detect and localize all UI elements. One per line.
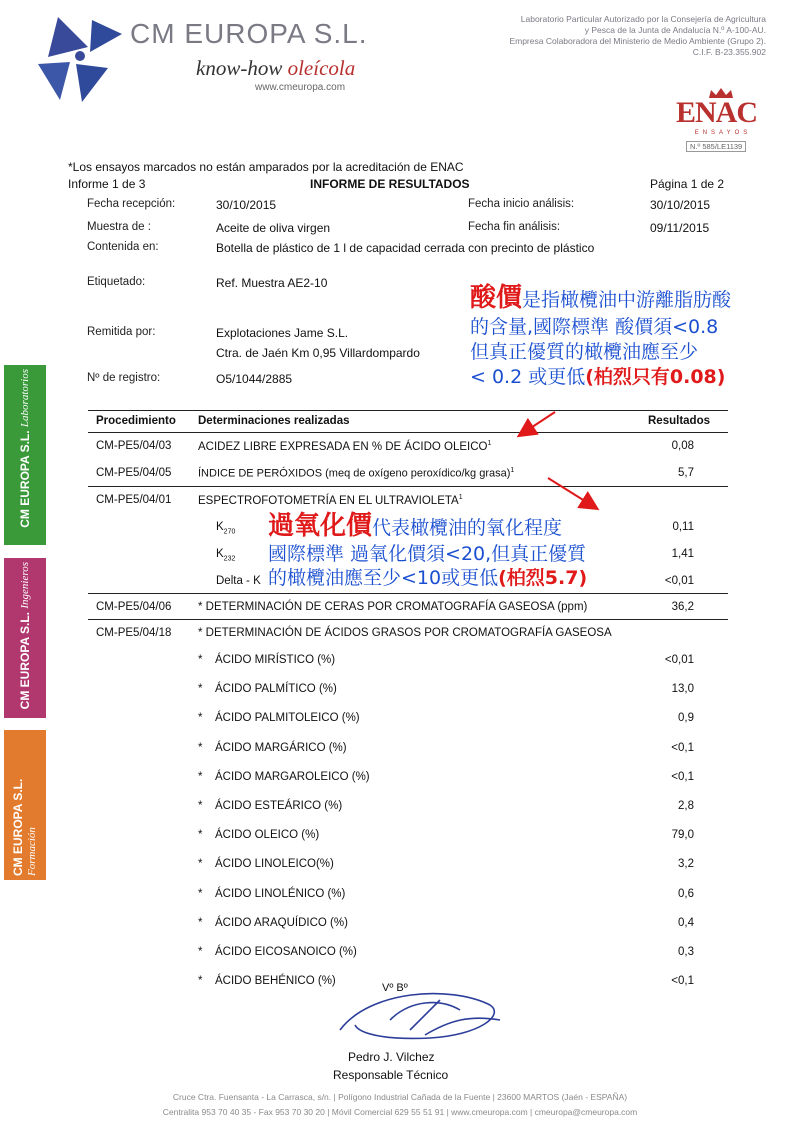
annotation-acid-value: [470, 283, 732, 390]
fatty-acid-result: 13,0: [671, 683, 694, 695]
fatty-acid-result: 0,9: [678, 712, 694, 724]
sidetab-laboratorios: [4, 365, 46, 545]
result-deltak: <0,01: [664, 575, 694, 587]
contenida-value: Botella de plástico de 1 l de capacidad cerrada con precinto de plástico: [216, 241, 595, 255]
lab-accreditation: [436, 14, 766, 58]
fatty-acid-name: ÁCIDO LINOLEICO(%): [215, 858, 334, 870]
annotation-title: 酸價: [470, 283, 523, 313]
sidetab-ingenieros: [4, 558, 46, 718]
k232-label: $K_{232}$: [216, 548, 236, 563]
signer-name: Pedro J. Vilchez: [348, 1050, 435, 1064]
enac-seal: [672, 86, 772, 152]
sidetab-sub: Ingenieros: [19, 562, 31, 609]
website: www.cmeuropa.com: [255, 82, 346, 93]
sidetab-formacion: [4, 730, 46, 880]
deltak-label: Delta - K: [216, 575, 261, 587]
star-marker: *: [198, 742, 203, 754]
table-top-rule: [88, 410, 728, 411]
contenida-label: Contenida en:: [87, 241, 159, 253]
table-row-proc: CM-PE5/04/03: [96, 440, 172, 452]
result-peroxidos: 5,7: [678, 467, 694, 479]
sidetab-title: CM EUROPA S.L.: [18, 430, 32, 528]
fatty-acid-result: <0,01: [664, 654, 694, 666]
star-marker: *: [198, 654, 203, 666]
fatty-acid-result: 3,2: [678, 858, 694, 870]
result-ceras: 36,2: [671, 601, 694, 613]
star-marker: *: [198, 975, 203, 987]
fatty-acid-name: ÁCIDO MIRÍSTICO (%): [215, 654, 336, 666]
ceras-det: * DETERMINACIÓN DE CERAS POR CROMATOGRAFÍA GASEOSA (ppm): [198, 601, 588, 613]
lab-line: C.I.F. B-23.355.902: [692, 47, 766, 57]
annotation-highlight: (柏烈5.7): [498, 567, 588, 589]
sidetab-sub: Formación: [26, 827, 38, 876]
fatty-acid-result: <0,1: [671, 975, 694, 987]
annotation-line: 是指橄欖油中游離脂肪酸: [522, 289, 732, 311]
fatty-acid-result: <0,1: [671, 742, 694, 754]
enac-number: N.º 585/LE1139: [686, 141, 746, 152]
lab-line: Empresa Colaboradora del Ministerio de Medio Ambiente (Grupo 2).: [509, 36, 766, 46]
fatty-acid-name: ÁCIDO ARAQUÍDICO (%): [215, 917, 348, 929]
fecha-inicio-value: 30/10/2015: [650, 198, 711, 212]
annotation-title: 過氧化價: [268, 511, 373, 541]
remitida-label: Remitida por:: [87, 326, 156, 338]
fatty-acid-result: 2,8: [678, 800, 694, 812]
fecha-fin-value: 09/11/2015: [650, 221, 710, 235]
registro-label: Nº de registro:: [87, 372, 161, 384]
star-marker: *: [198, 712, 203, 724]
fatty-acid-name: ÁCIDO PALMITOLEICO (%): [215, 712, 360, 724]
sidetab-title: CM EUROPA S.L.: [18, 611, 32, 710]
remitida-value-2: Ctra. de Jaén Km 0,95 Villardompardo: [216, 346, 420, 360]
table-row-det: ACIDEZ LIBRE EXPRESADA EN % DE ÁCIDO OLEICO$^1$: [198, 440, 492, 453]
lab-line: y Pesca de la Junta de Andalucía N.º A-100-AU.: [584, 25, 766, 35]
table-row-proc: CM-PE5/04/18: [96, 627, 172, 639]
fecha-fin-label: Fecha fin análisis:: [468, 221, 561, 233]
result-k270: 0,11: [672, 521, 694, 533]
fatty-acid-name: ÁCIDO BEHÉNICO (%): [215, 975, 336, 987]
arrow-to-peroxidos: [548, 478, 596, 508]
fecha-recepcion-value: 30/10/2015: [216, 198, 277, 212]
annotation-peroxide-value: [268, 511, 588, 590]
star-marker: *: [198, 888, 203, 900]
muestra-label: Muestra de :: [87, 221, 151, 233]
lab-line: Laboratorio Particular Autorizado por la Consejería de Agricultura: [520, 14, 766, 24]
fatty-acid-result: 0,3: [678, 946, 694, 958]
fatty-acid-result: 0,6: [678, 888, 694, 900]
annotation-line: 的橄欖油應至少<10或更低: [268, 567, 499, 589]
table-row-det: ESPECTROFOTOMETRÍA EN EL ULTRAVIOLETA$^1$: [198, 494, 463, 507]
brand-name: CM EUROPA S.L.: [130, 18, 368, 49]
fatty-acid-result: 0,4: [678, 917, 694, 929]
annotation-line: 國際標準 過氧化價須<20,但真正優質: [268, 543, 587, 565]
signer-role: Responsable Técnico: [333, 1068, 449, 1082]
enac-subtitle: ENSAYOS: [694, 130, 752, 136]
fatty-acid-name: ÁCIDO MARGÁRICO (%): [215, 742, 347, 754]
disclaimer: *Los ensayos marcados no están amparados por la acreditación de ENAC: [68, 160, 464, 174]
annotation-line: < 0.2 或更低: [470, 366, 586, 388]
star-marker: *: [198, 858, 203, 870]
acidos-det: * DETERMINACIÓN DE ÁCIDOS GRASOS POR CROMATOGRAFÍA GASEOSA: [198, 627, 612, 639]
header-procedimiento: Procedimiento: [96, 415, 176, 427]
fatty-acid-name: ÁCIDO PALMÍTICO (%): [215, 683, 337, 695]
fatty-acid-name: ÁCIDO MARGAROLEICO (%): [215, 771, 370, 783]
tagline-know: know-how: [196, 56, 283, 80]
remitida-value-1: Explotaciones Jame S.L.: [216, 326, 349, 340]
k270-label: $K_{270}$: [216, 521, 236, 536]
table-row-proc: CM-PE5/04/05: [96, 467, 172, 479]
page-number: Página 1 de 2: [650, 177, 725, 191]
etiquetado-value: Ref. Muestra AE2-10: [216, 276, 328, 290]
annotation-line: 但真正優質的橄欖油應至少: [470, 341, 699, 363]
result-acidez: 0,08: [671, 440, 694, 452]
etiquetado-label: Etiquetado:: [87, 276, 146, 288]
informe-number: Informe 1 de 3: [68, 177, 146, 191]
muestra-value: Aceite de oliva virgen: [216, 221, 331, 235]
enac-logo: ENAC: [676, 96, 758, 129]
fatty-acid-name: ÁCIDO LINOLÉNICO (%): [215, 888, 346, 900]
result-k232: 1,41: [671, 548, 694, 560]
table-header-rule: [88, 432, 728, 433]
row-rule: [88, 486, 728, 487]
star-marker: *: [198, 917, 203, 929]
fatty-acid-result: <0,1: [671, 771, 694, 783]
vobo: Vº Bº: [382, 982, 408, 994]
footer-contact: Centralita 953 70 40 35 - Fax 953 70 30 20 | Móvil Comercial 629 55 51 91 | www.cmeuropa.com | cmeuropa@cmeuropa.com: [162, 1107, 638, 1117]
report-title: INFORME DE RESULTADOS: [310, 177, 470, 191]
star-marker: *: [198, 800, 203, 812]
star-marker: *: [198, 946, 203, 958]
fatty-acid-name: ÁCIDO ESTEÁRICO (%): [215, 800, 343, 812]
star-marker: *: [198, 829, 203, 841]
table-row-det: ÍNDICE DE PERÓXIDOS (meq de oxígeno peroxídico/kg grasa)$^1$: [198, 467, 515, 480]
table-row-proc: CM-PE5/04/06: [96, 601, 172, 613]
row-rule: [88, 593, 728, 594]
sidetab-title: CM EUROPA S.L.: [11, 778, 25, 876]
annotation-line: 代表橄欖油的氧化程度: [372, 517, 563, 539]
header-resultados: Resultados: [648, 415, 710, 427]
tagline: [196, 56, 355, 81]
registro-value: O5/1044/2885: [216, 372, 293, 386]
header-determinaciones: Determinaciones realizadas: [198, 415, 350, 427]
sidetab-sub: Laboratorios: [19, 369, 31, 428]
footer-address: Cruce Ctra. Fuensanta - La Carrasca, s/n. | Polígono Industrial Cañada de la Fuente | 23600 MARTOS (Jaén - ESPAÑA): [172, 1092, 628, 1102]
tagline-oleicola: oleícola: [287, 56, 356, 80]
table-row-proc: CM-PE5/04/01: [96, 494, 172, 506]
star-marker: *: [198, 771, 203, 783]
fatty-acid-name: ÁCIDO EICOSANOICO (%): [215, 946, 357, 958]
row-rule: [88, 619, 728, 620]
fatty-acid-result: 79,0: [671, 829, 694, 841]
fecha-recepcion-label: Fecha recepción:: [87, 198, 176, 210]
fatty-acid-name: ÁCIDO OLEICO (%): [215, 829, 320, 841]
annotation-line: 的含量,國際標準 酸價須<0.8: [470, 316, 719, 338]
annotation-highlight: (柏烈只有0.08): [585, 366, 726, 388]
signature-scribble: [330, 980, 510, 1050]
star-marker: *: [198, 683, 203, 695]
fecha-inicio-label: Fecha inicio análisis:: [468, 198, 575, 210]
cm-europa-logo: [30, 12, 130, 107]
